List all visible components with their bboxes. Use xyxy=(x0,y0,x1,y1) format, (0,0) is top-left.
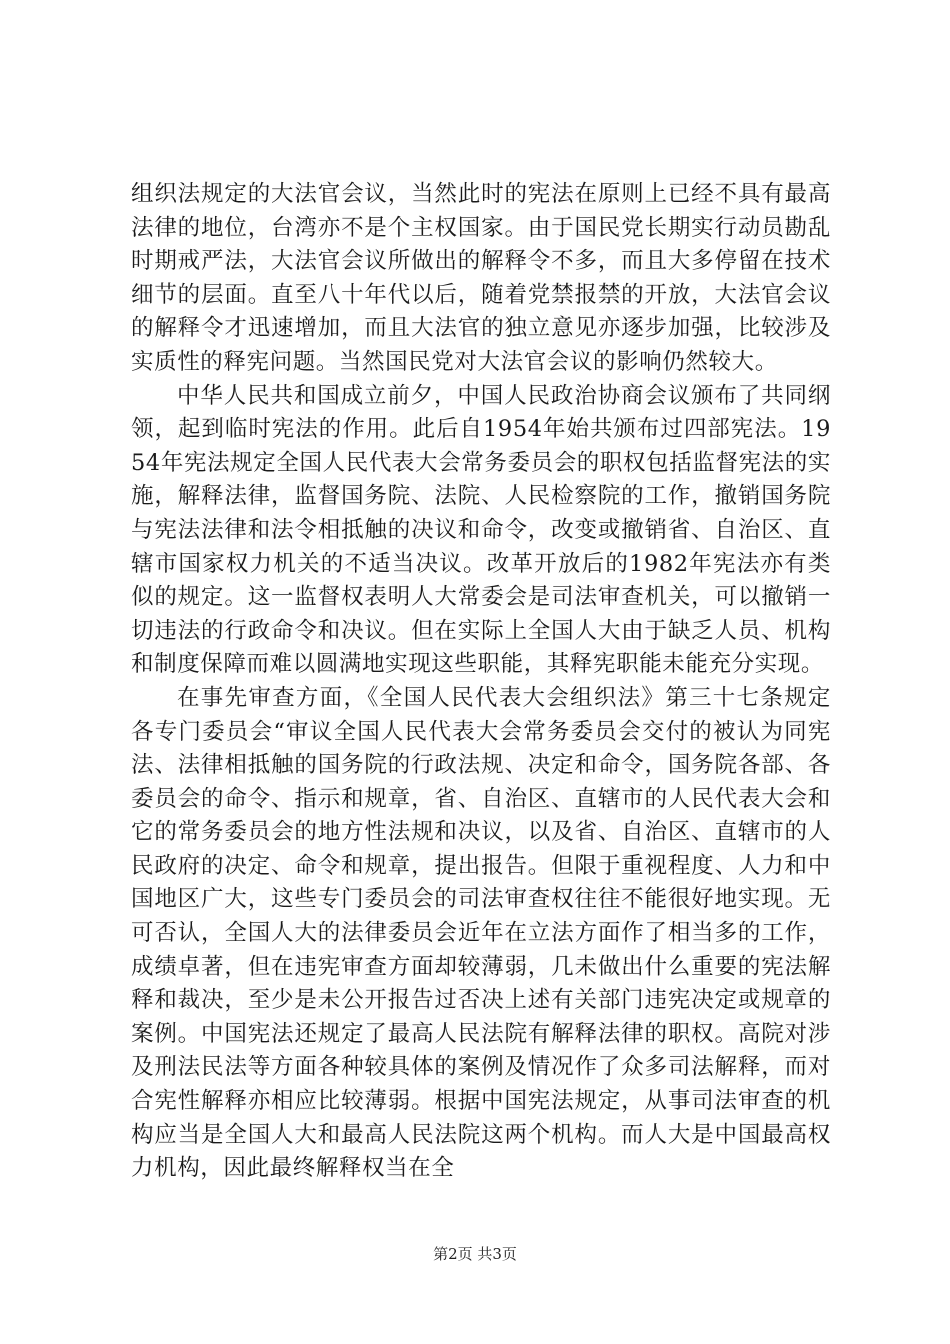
paragraph-3: 在事先审查方面，《全国人民代表大会组织法》第三十七条规定各专门委员会“审议全国人民代表大会常务委员会交付的被认为同宪法、法律相抵触的国务院的行政法规、决定和命令，国务院各部、各委员会的命令、指示和规章，省、自治区、直辖市的人民代表大会和它的常务委员会的地方性法规和决议，以及省、自治区、直辖市的人民政府的决定、命令和规章，提出报告。但限于重视程度、人力和中国地区广大，这些专门委员会的司法审查权往往不能很好地实现。无可否认，全国人大的法律委员会近年在立法方面作了相当多的工作，成绩卓著，但在违宪审查方面却较薄弱，几未做出什么重要的宪法解释和裁决，至少是未公开报告过否决上述有关部门违宪决定或规章的案例。中国宪法还规定了最高人民法院有解释法律的职权。高院对涉及刑法民法等方面各种较具体的案例及情况作了众多司法解释，而对合宪性解释亦相应比较薄弱。根据中国宪法规定，从事司法审查的机构应当是全国人大和最高人民法院这两个机构。而人大是中国最高权力机构，因此最终解释权当在全 xyxy=(131,684,831,1182)
paragraph-1: 组织法规定的大法官会议，当然此时的宪法在原则上已经不具有最高法律的地位，台湾亦不是个主权国家。由于国民党长期实行动员勘乱时期戒严法，大法官会议所做出的解释令不多，而且大多停留在技术细节的层面。直至八十年代以后，随着党禁报禁的开放，大法官会议的解释令才迅速增加，而且大法官的独立意见亦逐步加强，比较涉及实质性的释宪问题。当然国民党对大法官会议的影响仍然较大。 xyxy=(131,181,831,375)
paragraph-2: 中华人民共和国成立前夕，中国人民政治协商会议颁布了共同纲领，起到临时宪法的作用。此后自1954年始共颁布过四部宪法。1954年宪法规定全国人民代表大会常务委员会的职权包括监督宪法的实施，解释法律，监督国务院、法院、人民检察院的工作，撤销国务院与宪法法律和法令相抵触的决议和命令，改变或撤销省、自治区、直辖市国家权力机关的不适当决议。改革开放后的1982年宪法亦有类似的规定。这一监督权表明人大常委会是司法审查机关，可以撤销一切违法的行政命令和决议。但在实际上全国人大由于缺乏人员、机构和制度保障而难以圆满地实现这些职能，其释宪职能未能充分实现。 xyxy=(131,382,831,678)
body-text xyxy=(131,178,831,1186)
page-footer: 第2页 共3页 xyxy=(433,1245,517,1263)
